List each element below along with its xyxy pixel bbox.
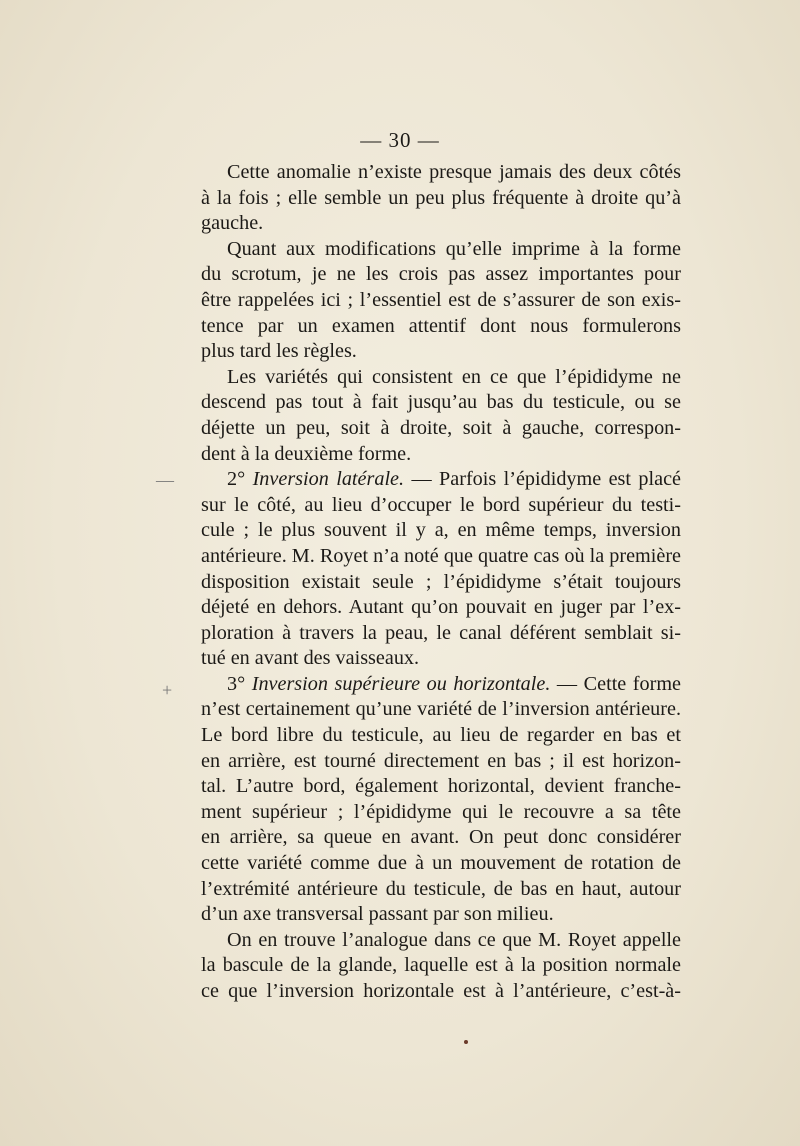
text-line: du scrotum, je ne les crois pas assez importantes pour [201, 263, 681, 286]
text-line: antérieure. M. Royet n’a noté que quatre cas où la première [201, 544, 681, 567]
text-line: la bascule de la glande, laquelle est à la position normale [201, 954, 681, 977]
text-line: cette variété comme due à un mouvement de rotation de [201, 852, 681, 875]
text-line: Le bord libre du testicule, au lieu de regarder en bas et [201, 724, 681, 747]
text-line [201, 467, 681, 493]
text-line: tal. L’autre bord, également horizontal, devient franche- [201, 775, 681, 798]
paragraph-6 [201, 928, 681, 1005]
body-text [201, 160, 681, 1005]
section-heading: Inversion latérale. [252, 468, 405, 491]
ink-dot [464, 1040, 468, 1044]
text-line: n’est certainement qu’une variété de l’inversion antérieure. [201, 698, 681, 721]
text-line: à la fois ; elle semble un peu plus fréquente à droite qu’à [201, 186, 681, 209]
text-line: l’extrémité antérieure du testicule, de bas en haut, autour [201, 877, 681, 900]
text-line: gauche. [201, 212, 264, 235]
text-line: descend pas tout à fait jusqu’au bas du testicule, ou se [201, 391, 681, 414]
text-line: Quant aux modifications qu’elle imprime à la forme [227, 237, 681, 260]
text-line: disposition existait seule ; l’épididyme s’était toujours [201, 570, 681, 593]
page-number: — 30 — [360, 128, 440, 152]
text-line: déjette un peu, soit à droite, soit à gauche, correspon- [201, 416, 681, 439]
text-line: ce que l’inversion horizontale est à l’antérieure, c’est-à- [201, 980, 681, 1002]
text-line: dent à la deuxième forme. [201, 442, 412, 465]
text-line: déjeté en dehors. Autant qu’on pouvait en juger par l’ex- [201, 596, 681, 619]
paragraph-5 [201, 672, 681, 928]
section-heading: Inversion supérieure ou horizontale. [251, 672, 551, 695]
section-number: 3° [227, 672, 246, 695]
text-fragment: — Cette forme [550, 672, 681, 695]
text-line: en arrière, est tourné directement en bas ; il est horizon- [201, 749, 681, 772]
text-line: être rappelées ici ; l’essentiel est de s’assurer de son exis- [201, 288, 681, 311]
text-line: en arrière, sa queue en avant. On peut donc considérer [201, 826, 681, 849]
text-line: On en trouve l’analogue dans ce que M. Royet appelle [227, 928, 681, 951]
text-line [201, 672, 681, 698]
paragraph-3 [201, 365, 681, 467]
margin-cross-mark: + [162, 680, 173, 700]
paragraph-2 [201, 237, 681, 365]
text-line: plus tard les règles. [201, 340, 357, 363]
text-line: cule ; le plus souvent il y a, en même temps, inversion [201, 519, 681, 542]
text-line: ploration à travers la peau, le canal déférent semblait si- [201, 621, 681, 644]
text-line: tence par un examen attentif dont nous formulerons [201, 314, 681, 337]
text-line: Les variétés qui consistent en ce que l’épididyme ne [227, 365, 681, 388]
text-line: ment supérieur ; l’épididyme qui le recouvre a sa tête [201, 800, 681, 823]
text-fragment: — Parfois l’épididyme est placé [404, 468, 681, 491]
paragraph-1 [201, 160, 681, 237]
text-line: Cette anomalie n’existe presque jamais des deux côtés [227, 161, 681, 183]
text-line: sur le côté, au lieu d’occuper le bord supérieur du testi- [201, 493, 681, 516]
section-number: 2° [227, 468, 246, 491]
text-line: tué en avant des vaisseaux. [201, 647, 420, 670]
text-line: d’un axe transversal passant par son milieu. [201, 903, 554, 926]
margin-dash-mark: — [156, 470, 174, 490]
paragraph-4 [201, 467, 681, 672]
